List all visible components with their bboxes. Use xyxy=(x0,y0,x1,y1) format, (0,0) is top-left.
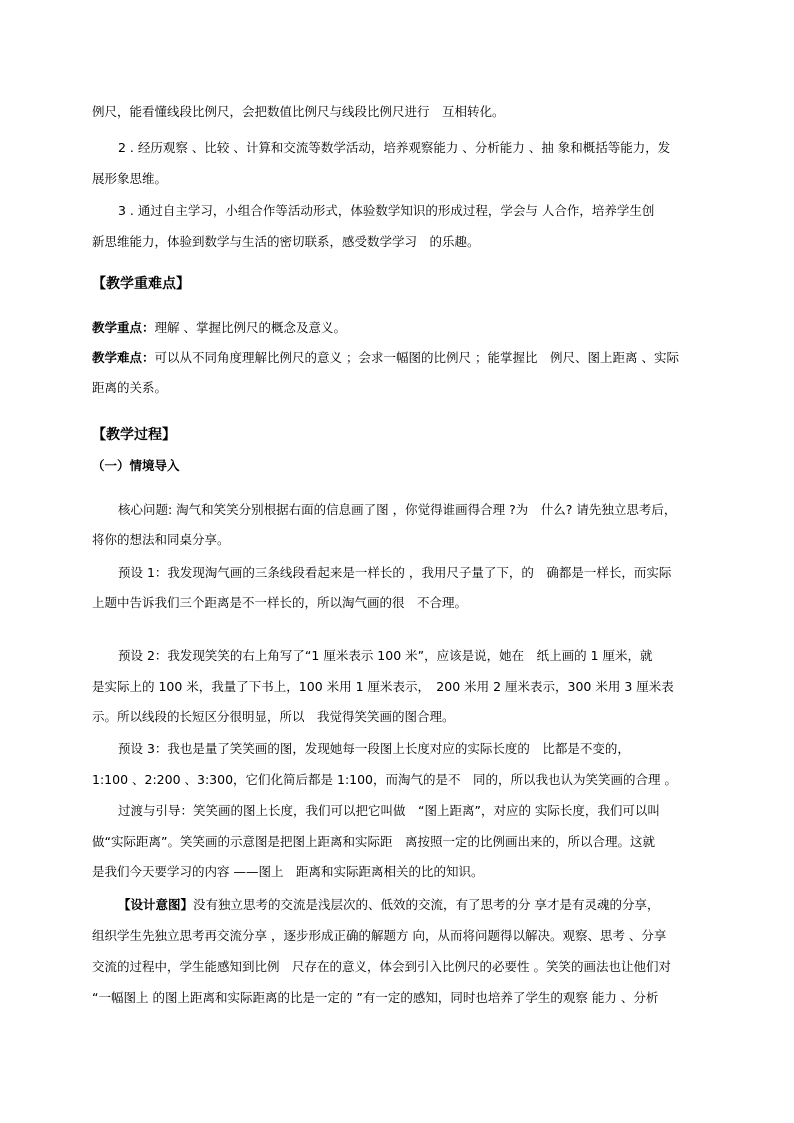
objective-3-line-1: 3 . 通过自主学习，小组合作等活动形式，体验数学知识的形成过程，学会与 人合作，培养学生创 xyxy=(118,203,655,218)
difficulty-line-2: 距离的关系。 xyxy=(92,380,168,395)
transition-line-2: 做“实际距离”。笑笑画的示意图是把图上距离和实际距 离按照一定的比例画出来的，所以合理。这就 xyxy=(92,834,655,849)
focus-line xyxy=(92,320,346,336)
process-heading: 【教学过程】 xyxy=(92,427,176,443)
preset-2-line-1: 预设 2：我发现笑笑的右上角写了“1 厘米表示 100 米”，应该是说，她在 纸上画的 1 厘米，就 xyxy=(118,648,653,663)
design-intent-text-1: 没有独立思考的交流是浅层次的、低效的交流，有了思考的分 享才是有灵魂的分享， xyxy=(193,897,660,912)
objective-2-line-2: 展形象思维。 xyxy=(92,171,168,186)
objective-1-line: 例尺，能看懂线段比例尺，会把数值比例尺与线段比例尺进行 互相转化。 xyxy=(92,104,505,119)
design-intent-label: 【设计意图】 xyxy=(118,897,194,912)
objective-3-line-2: 新思维能力，体验到数学与生活的密切联系，感受数学学习 的乐趣。 xyxy=(92,234,480,249)
preset-2-line-3: 示。所以线段的长短区分很明显，所以 我觉得笑笑画的图合理。 xyxy=(92,709,455,724)
design-intent-line-2: 组织学生先独立思考再交流分享 ，逐步形成正确的解题方 向，从而将问题得以解决。观察、思考 、分享 xyxy=(92,928,667,943)
section-1-heading: （一）情境导入 xyxy=(92,458,180,473)
difficulty-label: 教学难点： xyxy=(92,350,155,365)
core-question-line-1: 核心问题: 淘气和笑笑分别根据右面的信息画了图 ，你觉得谁画得合理 ?为 什么? 请先独立思考后， xyxy=(118,502,677,517)
design-intent-line-3: 交流的过程中，学生能感知到比例 尺存在的意义，体会到引入比例尺的必要性 。笑笑的画法也让他们对 xyxy=(92,959,671,974)
preset-1-line-2: 上题中告诉我们三个距离是不一样长的，所以淘气画的很 不合理。 xyxy=(92,595,468,610)
transition-line-3: 是我们今天要学习的内容 ——图上 距离和实际距离相关的比的知识。 xyxy=(92,864,484,879)
preset-2-line-2: 是实际上的 100 米，我量了下书上，100 米用 1 厘米表示， 200 米用 2 厘米表示，300 米用 3 厘米表 xyxy=(92,679,674,694)
design-intent-line-4: “一幅图上 的图上距离和实际距离的比是一定的 ”有一定的感知，同时也培养了学生的观察 能力 、分析 xyxy=(92,990,659,1005)
preset-3-line-1: 预设 3：我也是量了笑笑画的图，发现她每一段图上长度对应的实际长度的 比都是不变的， xyxy=(118,741,630,756)
design-intent-line-1 xyxy=(118,897,660,913)
transition-line-1: 过渡与引导：笑笑画的图上长度，我们可以把它叫做 “图上距离”，对应的 实际长度，我们可以叫 xyxy=(118,803,660,818)
key-points-heading: 【教学重难点】 xyxy=(92,276,190,292)
difficulty-line-1 xyxy=(92,350,679,366)
objective-2-line-1: 2 . 经历观察 、比较 、计算和交流等数学活动，培养观察能力 、分析能力 、抽 象和概括等能力，发 xyxy=(118,140,671,155)
focus-label: 教学重点： xyxy=(92,320,155,335)
focus-text: 理解 、掌握比例尺的概念及意义。 xyxy=(154,320,346,335)
preset-3-line-2: 1:100 、2:200 、3:300，它们化简后都是 1:100，而淘气的是不 同的，所以我也认为笑笑画的合理 。 xyxy=(92,772,677,787)
preset-1-line-1: 预设 1：我发现淘气画的三条线段看起来是一样长的 ，我用尺子量了下，的 确都是一样长，而实际 xyxy=(118,565,672,580)
core-question-line-2: 将你的想法和同桌分享。 xyxy=(92,532,230,547)
difficulty-text-1: 可以从不同角度理解比例尺的意义 ；会求一幅图的比例尺 ；能掌握比 例尺、图上距离 、实际 xyxy=(154,350,679,365)
